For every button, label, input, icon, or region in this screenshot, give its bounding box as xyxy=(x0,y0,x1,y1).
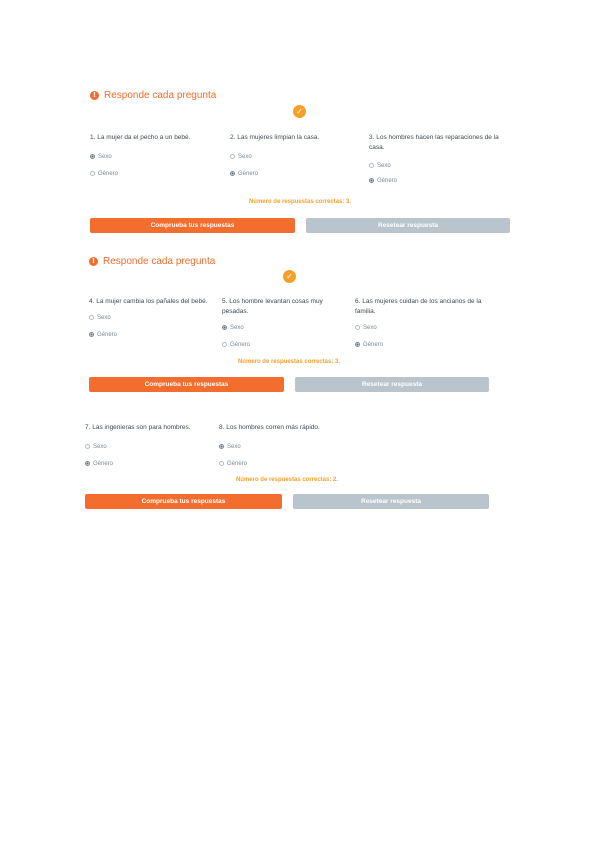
question-1 xyxy=(90,133,218,178)
question-3 xyxy=(369,133,504,185)
result-text: Número de respuestas correctas: 3. xyxy=(237,359,341,365)
reset-answers-button[interactable]: Resetear respuesta xyxy=(295,377,489,392)
block-title xyxy=(90,88,510,102)
block-title-text: Responde cada pregunta xyxy=(104,89,217,101)
check-answers-button[interactable]: Comprueba tus respuestas xyxy=(90,218,295,233)
option-genero[interactable]: Género xyxy=(89,330,217,339)
info-icon: ! xyxy=(90,91,99,100)
question-4 xyxy=(89,297,217,339)
reset-answers-button[interactable]: Resetear respuesta xyxy=(293,494,489,509)
result-text: Número de respuestas correctas: 3. xyxy=(248,199,352,205)
option-sexo[interactable]: Sexo xyxy=(355,323,490,332)
radio-button[interactable] xyxy=(90,154,95,159)
check-answers-button[interactable]: Comprueba tus respuestas xyxy=(85,494,282,509)
question-text: 5. Los hombre levantan cosas muy pesadas. xyxy=(222,298,323,315)
question-text: 8. Los hombres corren más rápido. xyxy=(219,424,320,431)
question-text: 6. Las mujeres cuidan de los ancianos de la familia. xyxy=(355,298,482,315)
option-genero[interactable]: Género xyxy=(85,459,215,468)
question-text: 1. La mujer da el pecho a un bebé. xyxy=(90,134,191,141)
radio-button[interactable] xyxy=(85,461,90,466)
option-sexo[interactable]: Sexo xyxy=(230,152,358,161)
option-genero[interactable]: Género xyxy=(355,340,490,349)
radio-button[interactable] xyxy=(222,342,227,347)
option-genero[interactable]: Género xyxy=(369,176,504,185)
radio-button[interactable] xyxy=(369,163,374,168)
radio-button[interactable] xyxy=(219,461,224,466)
option-sexo[interactable]: Sexo xyxy=(219,442,349,451)
question-text: 4. La mujer cambia los pañales del bebé. xyxy=(89,298,208,305)
option-sexo[interactable]: Sexo xyxy=(222,323,350,332)
question-text: 3. Los hombres hacen las reparaciones de la casa. xyxy=(369,134,499,151)
radio-button[interactable] xyxy=(230,171,235,176)
question-5 xyxy=(222,297,350,349)
radio-button[interactable] xyxy=(355,325,360,330)
block-title xyxy=(89,254,489,268)
question-text: 2. Las mujeres limpian la casa. xyxy=(230,134,320,141)
question-text: 7. Las ingenieras son para hombres. xyxy=(85,424,191,431)
question-2 xyxy=(230,133,358,178)
question-7 xyxy=(85,423,215,468)
radio-button[interactable] xyxy=(89,315,94,320)
question-8 xyxy=(219,423,349,468)
option-sexo[interactable]: Sexo xyxy=(85,442,215,451)
question-6 xyxy=(355,297,490,349)
check-icon: ✓ xyxy=(283,270,296,283)
check-answers-button[interactable]: Comprueba tus respuestas xyxy=(89,377,284,392)
option-sexo[interactable]: Sexo xyxy=(90,152,218,161)
radio-button[interactable] xyxy=(89,332,94,337)
option-genero[interactable]: Género xyxy=(90,169,218,178)
radio-button[interactable] xyxy=(85,444,90,449)
option-genero[interactable]: Género xyxy=(230,169,358,178)
quiz-block-2 xyxy=(89,254,489,268)
option-genero[interactable]: Género xyxy=(222,340,350,349)
option-sexo[interactable]: Sexo xyxy=(89,313,217,322)
radio-button[interactable] xyxy=(222,325,227,330)
result-text: Número de respuestas correctas: 2. xyxy=(235,477,339,483)
option-sexo[interactable]: Sexo xyxy=(369,161,504,170)
radio-button[interactable] xyxy=(230,154,235,159)
radio-button[interactable] xyxy=(355,342,360,347)
radio-button[interactable] xyxy=(369,178,374,183)
check-icon: ✓ xyxy=(293,105,306,118)
option-genero[interactable]: Género xyxy=(219,459,349,468)
radio-button[interactable] xyxy=(219,444,224,449)
radio-button[interactable] xyxy=(90,171,95,176)
block-title-text: Responde cada pregunta xyxy=(103,255,216,267)
reset-answers-button[interactable]: Resetear respuesta xyxy=(306,218,510,233)
info-icon: ! xyxy=(89,257,98,266)
